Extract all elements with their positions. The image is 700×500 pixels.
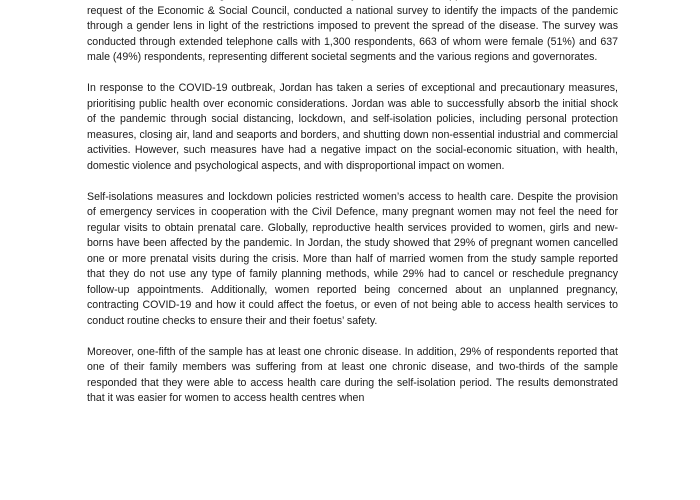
paragraph-covid-response: In response to the COVID-19 outbreak, Jordan has taken a series of exceptional and precautionary measures, prioritising public health over economic considerations. Jordan was able to successfully absorb the initial shock of the pandemic through social distancing, lockdown, and self-isolation policies, including personal protection measures, closing air, land and seaports and borders, and shutting down non-essential industrial and commercial activities. However, such measures have had a negative impact on the social-economic situation, with health, domestic violence and psychological aspects, and with disproportional impact on women. (87, 82, 618, 172)
paragraph-health-access: Self-isolations measures and lockdown policies restricted women’s access to health care. Despite the provision of emergency services in cooperation with the Civil Defence, many pregnant women may not feel the need for regular visits to obtain prenatal care. Globally, reproductive health services provided to women, girls and new-borns have been affected by the pandemic. In Jordan, the study showed that 29% of pregnant women cancelled one or more prenatal visits during the crisis. More than half of married women from the study sample reported that they do not use any type of family planning methods, while 29% had to cancel or reschedule pregnancy follow-up appointments. Additionally, women reported being concerned about an unplanned pregnancy, contracting COVID-19 and how it could affect the foetus, or even of not being able to access health services to conduct routine checks to ensure their and their foetus’ safety. (87, 190, 618, 327)
paragraph-chronic-disease: Moreover, one-fifth of the sample has at least one chronic disease. In addition, 29% of respondents reported that one of their family members was suffering from at least one chronic disease, and two-thirds of the sample responded that they were able to access health care during the self-isolation period. The results demonstrated that it was easier for women to access health centres when (87, 345, 618, 404)
paragraph-survey-intro: request of the Economic & Social Council, conducted a national survey to identify the impacts of the pandemic through a gender lens in light of the restrictions imposed to prevent the spread of the disease. The survey was conducted through extended telephone calls with 1,300 respondents, 663 of whom were female (51%) and 637 male (49%) respondents, representing different societal segments and the various regions and governorates. (87, 4, 618, 63)
document-body (87, 0, 618, 422)
